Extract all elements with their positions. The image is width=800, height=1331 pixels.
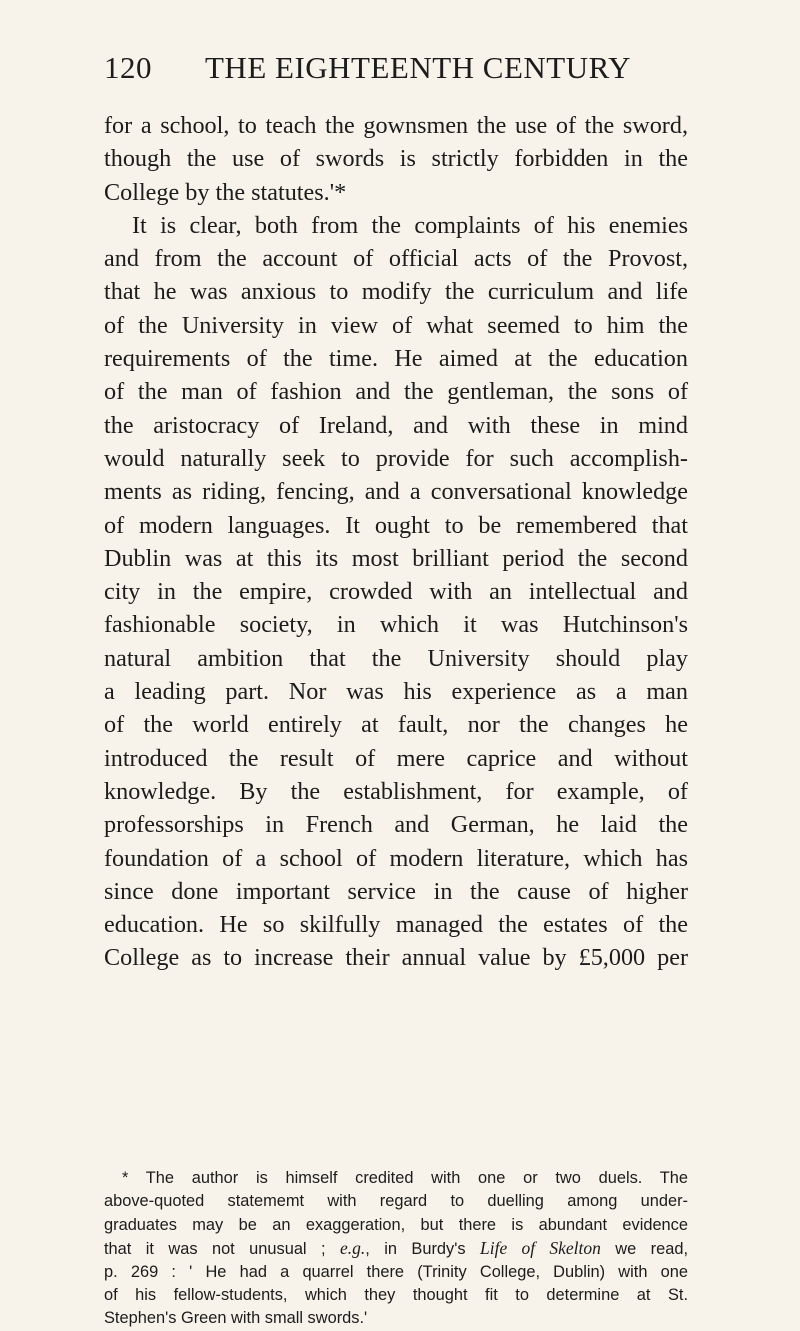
- footnote-line: p. 269 : ' He had a quarrel there (Trinity College, Dublin) with one: [104, 1262, 688, 1281]
- text-line: and from the account of official acts of the Provost,: [104, 245, 688, 273]
- text-line: Dublin was at this its most brilliant period the second: [104, 544, 688, 572]
- text-line: that he was anxious to modify the curriculum and life: [104, 278, 688, 306]
- page-number: 120: [104, 50, 152, 85]
- text-line: foundation of a school of modern literature, which has: [104, 844, 688, 872]
- text-line: of the University in view of what seemed to him the: [104, 311, 688, 339]
- text-line: of the man of fashion and the gentleman, the sons of: [104, 378, 688, 406]
- text-line: of modern languages. It ought to be remembered that: [104, 511, 688, 539]
- text-line: natural ambition that the University should play: [104, 644, 688, 672]
- text-line: introduced the result of mere caprice and without: [104, 744, 688, 772]
- footnote-abbrev: e.g.: [339, 1238, 366, 1259]
- footnote-line: of his fellow-students, which they thought fit to determine at St.: [104, 1285, 688, 1304]
- footnote: [104, 1167, 688, 1331]
- text-line: fashionable society, in which it was Hutchinson's: [104, 611, 688, 639]
- footnote-text: we read,: [600, 1240, 689, 1259]
- text-line: of the world entirely at fault, nor the changes he: [104, 711, 688, 739]
- text-line: professorships in French and German, he laid the: [104, 811, 688, 839]
- text-line: requirements of the time. He aimed at the education: [104, 345, 688, 373]
- text-line: It is clear, both from the complaints of his enemies: [132, 211, 688, 239]
- text-line: a leading part. Nor was his experience as a man: [104, 678, 688, 706]
- text-line: city in the empire, crowded with an intellectual and: [104, 578, 688, 606]
- text-line: knowledge. By the establishment, for example, of: [104, 777, 688, 805]
- running-title: THE EIGHTEENTH CENTURY: [205, 50, 631, 85]
- footnote-line: [104, 1237, 688, 1260]
- text-line: education. He so skilfully managed the estates of the: [104, 911, 688, 939]
- footnote-line: above-quoted statememt with regard to duelling among under-: [104, 1192, 688, 1211]
- book-title: Life of Skelton: [480, 1238, 601, 1259]
- text-line: since done important service in the cause of higher: [104, 877, 688, 905]
- text-line: College by the statutes.'*: [104, 178, 347, 206]
- footnote-line: * The author is himself credited with one or two duels. The: [122, 1169, 688, 1187]
- main-text: [104, 109, 688, 975]
- footnote-text: , in Burdy's: [365, 1240, 480, 1259]
- footnote-text: that it was not unusual ;: [104, 1240, 340, 1259]
- text-line: though the use of swords is strictly forbidden in the: [104, 145, 688, 173]
- text-line: for a school, to teach the gownsmen the use of the sword,: [104, 112, 688, 139]
- running-head: [104, 50, 644, 94]
- text-line: would naturally seek to provide for such accomplish-: [104, 444, 688, 472]
- text-line: the aristocracy of Ireland, and with these in mind: [104, 411, 688, 439]
- footnote-line: graduates may be an exaggeration, but there is abundant evidence: [104, 1215, 688, 1234]
- text-line: College as to increase their annual value by £5,000 per: [104, 944, 688, 972]
- footnote-line: Stephen's Green with small swords.': [104, 1309, 368, 1328]
- text-line: ments as riding, fencing, and a conversational knowledge: [104, 478, 688, 506]
